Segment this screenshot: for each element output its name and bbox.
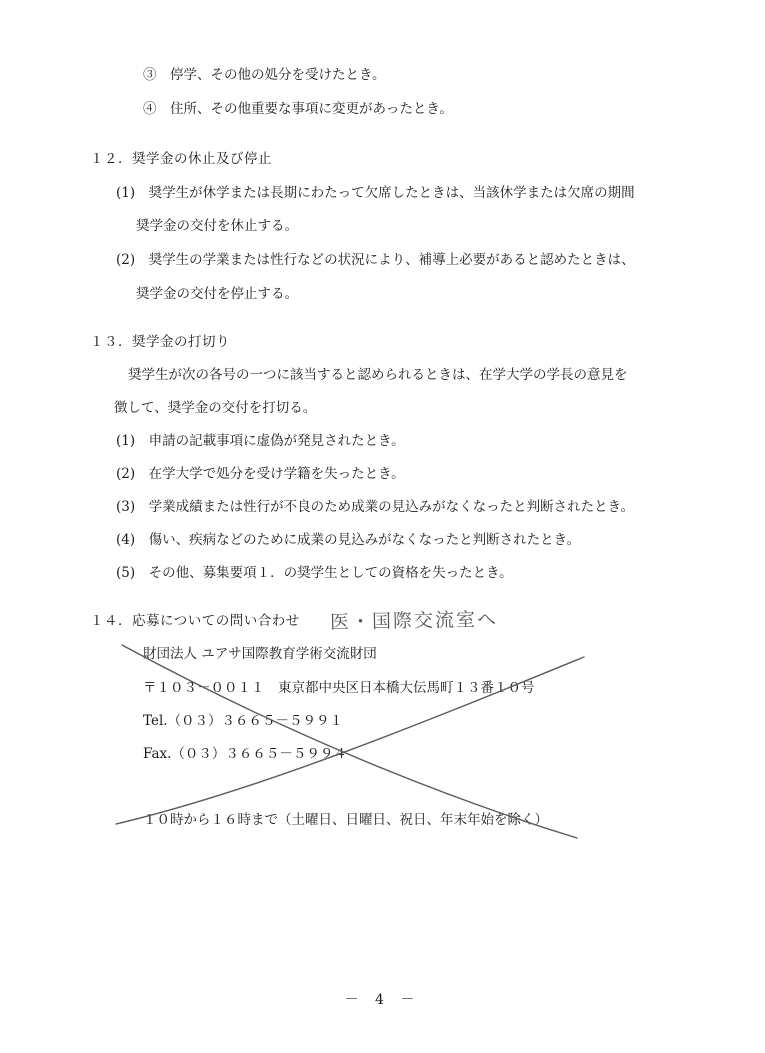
strike-line-1 <box>122 645 577 838</box>
foundation-name: 財団法人 ユアサ国際教育学術交流財団 <box>143 646 377 662</box>
handwritten-note: 医・国際交流室へ <box>329 608 499 634</box>
section12-heading: １２．奨学金の休止及び停止 <box>90 151 272 167</box>
section13-heading: １３．奨学金の打切り <box>90 334 230 350</box>
page-number: － 4 － <box>344 992 421 1008</box>
section13-item-1: (1) 申請の記載事項に虚偽が発見されたとき。 <box>116 433 405 449</box>
foundation-tel: Tel.（０３）３６６５－５９９１ <box>143 713 344 729</box>
section13-item-2: (2) 在学大学で処分を受け学籍を失ったとき。 <box>116 466 405 482</box>
foundation-hours: １０時から１６時まで（土曜日、日曜日、祝日、年末年始を除く） <box>143 812 548 828</box>
foundation-fax: Fax.（０３）３６６５－５９９４ <box>143 746 347 762</box>
section13-item-5: (5) その他、募集要項１．の奨学生としての資格を失ったとき。 <box>116 565 513 581</box>
section12-item1-line2: 奨学金の交付を休止する。 <box>136 218 298 234</box>
section13-item-4: (4) 傷い、疾病などのために成業の見込みがなくなったと判断されたとき。 <box>116 532 581 548</box>
section12-item1-line1: (1) 奨学生が休学または長期にわたって欠席したときは、当該休学または欠席の期間 <box>116 185 635 201</box>
section13-intro-line1: 奨学生が次の各号の一つに該当すると認められるときは、在学大学の学長の意見を <box>128 367 628 383</box>
section13-item-3: (3) 学業成績または性行が不良のため成業の見込みがなくなったと判断されたとき。 <box>116 499 635 515</box>
section11-item-4: ④ 住所、その他重要な事項に変更があったとき。 <box>143 101 453 117</box>
section14-heading: １４．応募についての問い合わせ <box>90 613 300 629</box>
section12-item2-line2: 奨学金の交付を停止する。 <box>136 286 298 302</box>
foundation-address: 〒１０３－００１１ 東京都中央区日本橋大伝馬町１３番１０号 <box>143 680 535 696</box>
section12-item2-line1: (2) 奨学生の学業または性行などの状況により、補導上必要があると認めたときは、 <box>116 252 635 268</box>
section13-intro-line2: 徴して、奨学金の交付を打切る。 <box>114 400 317 416</box>
section11-item-3: ③ 停学、その他の処分を受けたとき。 <box>143 67 386 83</box>
